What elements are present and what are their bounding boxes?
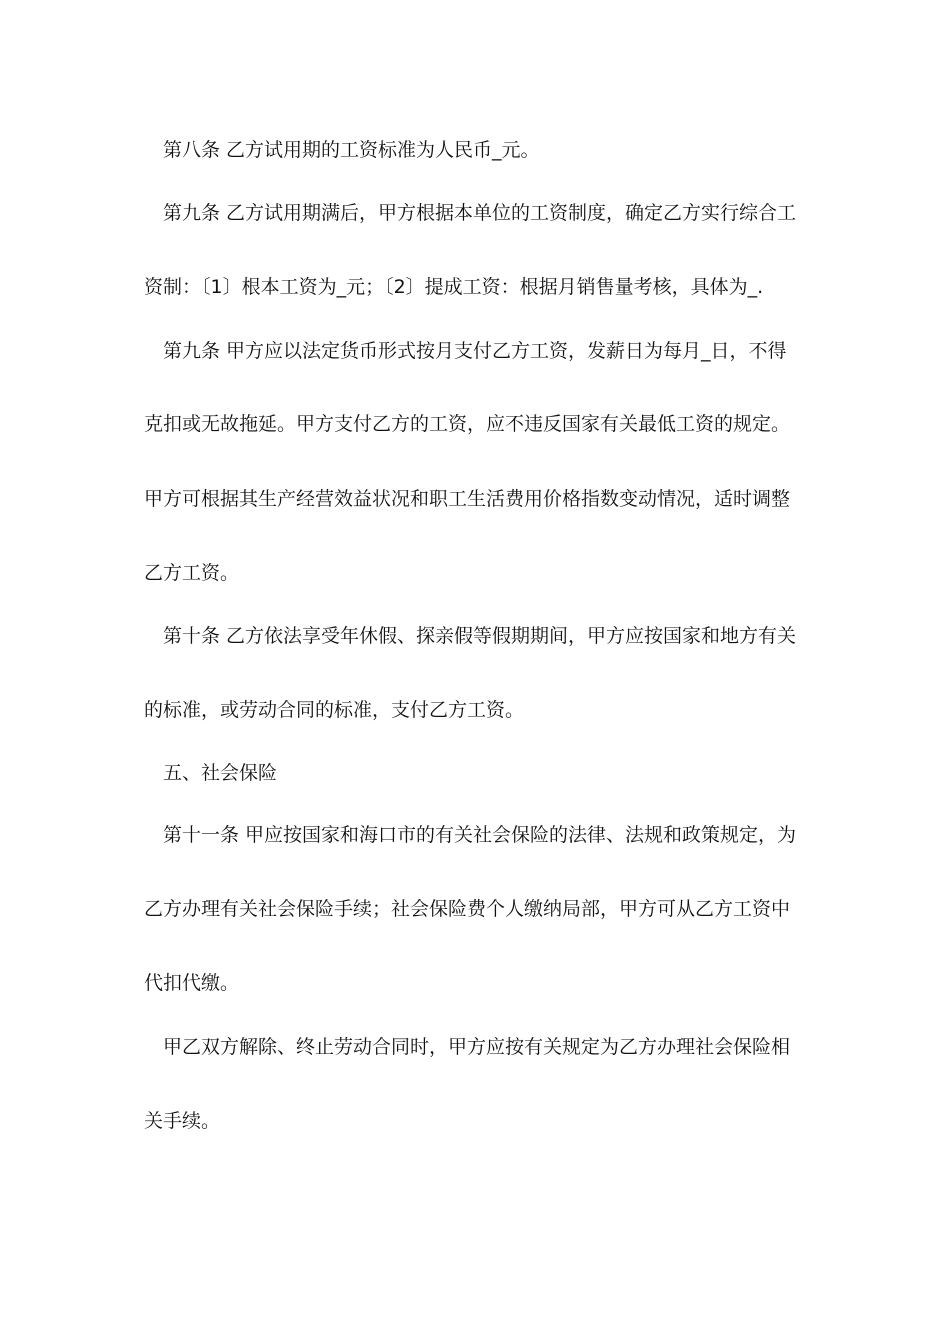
termination-paragraph: 甲乙双方解除、终止劳动合同时，甲方应按有关规定为乙方办理社会保险相 bbox=[163, 1036, 791, 1058]
article-9-continued: 资制：〔1〕根本工资为_元；〔2〕提成工资：根据月销售量考核，具体为_. bbox=[144, 276, 764, 298]
article-8-text: 第八条 乙方试用期的工资标准为人民币_元。 bbox=[163, 139, 540, 161]
article-9b-text: 第九条 甲方应以法定货币形式按月支付乙方工资，发薪日为每月_日，不得 bbox=[163, 340, 787, 362]
termination-continued: 关手续。 bbox=[144, 1110, 221, 1132]
article-9-text: 第九条 乙方试用期满后，甲方根据本单位的工资制度，确定乙方实行综合工 bbox=[163, 202, 797, 224]
article-9b-continued-3: 乙方工资。 bbox=[144, 562, 240, 584]
article-9b-continued-1: 克扣或无故拖延。甲方支付乙方的工资，应不违反国家有关最低工资的规定。 bbox=[144, 413, 791, 435]
article-11-continued-2: 代扣代缴。 bbox=[144, 972, 240, 994]
article-11-continued-1: 乙方办理有关社会保险手续；社会保险费个人缴纳局部，甲方可从乙方工资中 bbox=[144, 898, 791, 920]
article-11-text: 第十一条 甲应按国家和海口市的有关社会保险的法律、法规和政策规定，为 bbox=[163, 824, 797, 846]
article-10-continued: 的标准，或劳动合同的标准，支付乙方工资。 bbox=[144, 699, 525, 721]
article-9b-continued-2: 甲方可根据其生产经营效益状况和职工生活费用价格指数变动情况，适时调整 bbox=[144, 488, 791, 510]
section-5-heading: 五、社会保险 bbox=[163, 762, 278, 784]
article-10-text: 第十条 乙方依法享受年休假、探亲假等假期期间，甲方应按国家和地方有关 bbox=[163, 625, 797, 647]
